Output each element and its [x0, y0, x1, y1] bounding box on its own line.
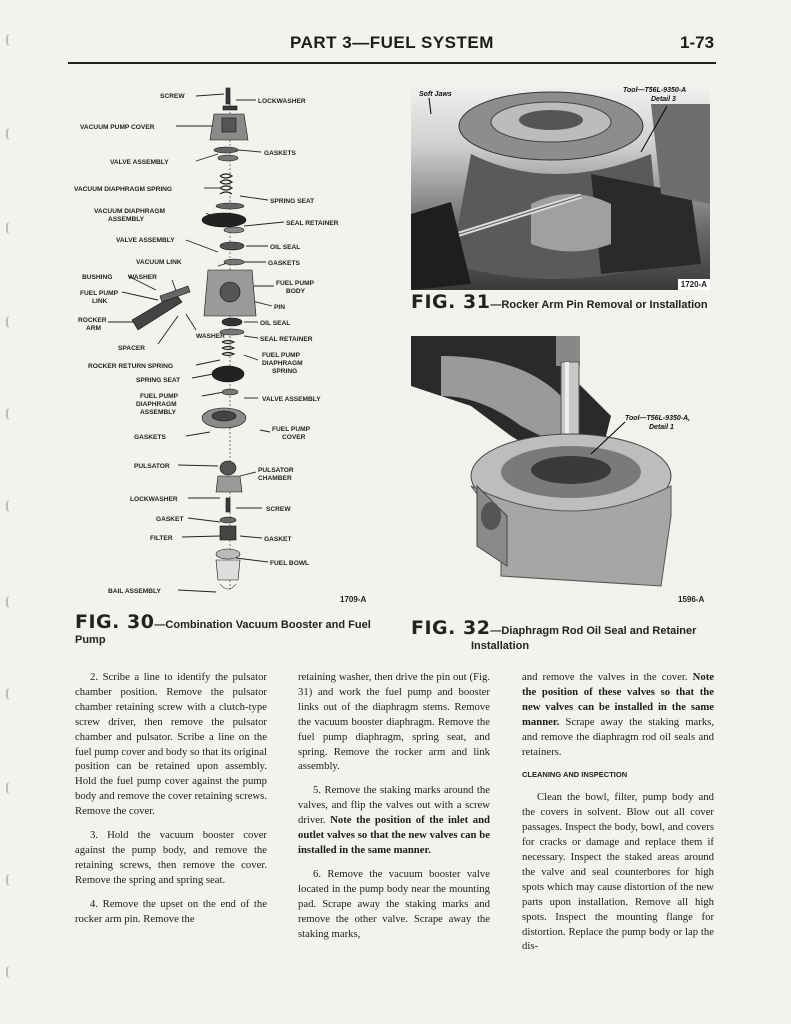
- fig32-caption: [411, 617, 721, 653]
- lbl-pulsator-chamber-1: PULSATOR: [258, 467, 294, 474]
- fig30-caption-text: —Combination Vacuum Booster and Fuel Pump: [75, 619, 371, 646]
- binding-mark: [6, 34, 14, 46]
- lbl-spring-seat-2: SPRING SEAT: [136, 377, 181, 384]
- lbl-gaskets-3: GASKETS: [134, 434, 166, 441]
- lbl-spacer: SPACER: [118, 345, 145, 352]
- body-column-3: [522, 670, 714, 963]
- lbl-oil-seal-2: OIL SEAL: [260, 320, 291, 327]
- lbl-vacuum-diaphragm-spring: VACUUM DIAPHRAGM SPRING: [74, 186, 173, 193]
- fig32-label-tool-1: Tool—T56L-9350-A,: [625, 415, 691, 422]
- lbl-valve-assembly-2: VALVE ASSEMBLY: [116, 237, 175, 244]
- header-rule: [68, 62, 716, 64]
- lbl-fp-diaphragm-spring-1: FUEL PUMP: [262, 352, 300, 359]
- lbl-gasket-1: GASKET: [156, 516, 184, 523]
- lbl-lockwasher-bottom: LOCKWASHER: [130, 496, 178, 503]
- lbl-fuel-bowl: FUEL BOWL: [270, 560, 310, 567]
- fig30-number: FIG. 30: [75, 611, 155, 633]
- col3-note: Note the position of these valves so that the new valves can be installed in the same manner.: [522, 671, 715, 728]
- lbl-fuel-pump-body-1: FUEL PUMP: [276, 280, 314, 287]
- fig32-caption-text-1: —Diaphragm Rod Oil Seal and Retainer: [490, 625, 697, 637]
- lbl-oil-seal-1: OIL SEAL: [270, 244, 301, 251]
- lbl-pulsator: PULSATOR: [134, 463, 170, 470]
- step-5-text: 5. Remove the staking marks around the valves, and flip the valves out with a screw driver.: [298, 784, 490, 827]
- lbl-pulsator-chamber-2: CHAMBER: [258, 475, 292, 482]
- fig31-photo: [411, 84, 710, 290]
- fig30-caption: [75, 611, 375, 647]
- binding-mark: [6, 316, 14, 328]
- lbl-rocker-arm-2: ARM: [86, 325, 102, 332]
- lbl-rocker-return-spring: ROCKER RETURN SPRING: [88, 363, 173, 370]
- fig31-code: 1720-A: [678, 279, 710, 290]
- binding-mark: [6, 128, 14, 140]
- fig31-caption-text: —Rocker Arm Pin Removal or Installation: [490, 299, 708, 311]
- lbl-fp-diaphragm-2: DIAPHRAGM: [136, 401, 177, 408]
- lbl-fp-diaphragm-1: FUEL PUMP: [140, 393, 178, 400]
- lbl-screw-top: SCREW: [160, 93, 185, 100]
- lbl-vacuum-link: VACUUM LINK: [136, 259, 182, 266]
- lbl-washer-1: WASHER: [128, 274, 157, 281]
- col3-text-a: and remove the valves in the cover.: [522, 671, 688, 683]
- lbl-pin: PIN: [274, 304, 285, 311]
- paragraph-step-3: 3. Hold the vacuum booster cover against the pump body, and remove the retaining screws, then remove the cover. Remove the spring and spring seat.: [75, 829, 267, 886]
- page-number: 1-73: [680, 33, 715, 52]
- body-column-2: [298, 670, 490, 950]
- lbl-screw-bottom: SCREW: [266, 506, 291, 513]
- binding-mark: [6, 688, 14, 700]
- paragraph-cleaning: Clean the bowl, filter, pump body and the covers in solvent. Blow out all cover passages. Inspect the body, bowl, and covers for cracks or damage and replace them if necessary. Inspect the staked areas around the valve and seal counterbores for high spots which may cause distortion of the new parts upon installation. Remove all high spots. Inspect the mounting flange for distortion. Replace the pump body or lap the dis-: [522, 791, 714, 953]
- lbl-bail-assembly: BAIL ASSEMBLY: [108, 588, 161, 595]
- lbl-gasket-2: GASKET: [264, 536, 292, 543]
- binding-mark: [6, 500, 14, 512]
- lbl-fp-diaphragm-spring-2: DIAPHRAGM: [262, 360, 303, 367]
- lbl-vacuum-pump-cover: VACUUM PUMP COVER: [80, 124, 155, 131]
- lbl-assembly-1: ASSEMBLY: [108, 216, 145, 223]
- fig31-caption: [411, 291, 721, 313]
- step-5-note: Note the position of the inlet and outlet valves so that the new valves can be installed in the same manner.: [298, 814, 490, 856]
- lbl-fuel-pump-link-2: LINK: [92, 298, 108, 305]
- fig30-exploded-diagram: [68, 80, 398, 610]
- binding-mark: [6, 408, 14, 420]
- paragraph-step-2: 2. Scribe a line to identify the pulsator chamber position. Remove the pulsator chamber retaining screw with a clutch-type screw driver, then remove the pulsator chamber and pulsator. Scribe a line on the fuel pump cover and body so that its original position can be retained upon assembly. Hold the fuel pump cover against the pump body and remove the cover retaining screws. Remove the cover.: [75, 671, 267, 818]
- lbl-fp-diaphragm-3: ASSEMBLY: [140, 409, 177, 416]
- paragraph-step-4: 4. Remove the upset on the end of the rocker arm pin. Remove the: [75, 897, 267, 925]
- fig32-label-tool-2: Detail 1: [649, 424, 674, 431]
- binding-mark: [6, 782, 14, 794]
- fig31-label-tool-2: Detail 3: [651, 96, 676, 103]
- fig32-photo-illustration: [411, 336, 711, 602]
- lbl-bushing: BUSHING: [82, 274, 113, 281]
- binding-mark: [6, 874, 14, 886]
- section-heading-cleaning: CLEANING AND INSPECTION: [522, 770, 628, 780]
- fig31-photo-illustration: [411, 84, 710, 290]
- lbl-gaskets-2: GASKETS: [268, 260, 300, 267]
- binding-mark: [6, 596, 14, 608]
- lbl-vacuum-diaphragm-1: VACUUM DIAPHRAGM: [94, 208, 165, 215]
- lbl-gaskets-1: GASKETS: [264, 150, 296, 157]
- lbl-fuel-pump-link-1: FUEL PUMP: [80, 290, 118, 297]
- lbl-washer-2: WASHER: [196, 333, 225, 340]
- lbl-lockwasher-top: LOCKWASHER: [258, 98, 306, 105]
- fig32-photo: [411, 336, 711, 602]
- lbl-fp-cover-1: FUEL PUMP: [272, 426, 310, 433]
- lbl-fp-diaphragm-spring-3: SPRING: [272, 368, 298, 375]
- binding-mark: [6, 222, 14, 234]
- fig31-number: FIG. 31: [411, 291, 491, 313]
- lbl-rocker-arm-1: ROCKER: [78, 317, 107, 324]
- page-header-title: PART 3—FUEL SYSTEM: [290, 33, 494, 52]
- lbl-fuel-pump-body-2: BODY: [286, 288, 306, 295]
- paragraph-step-6: 6. Remove the vacuum booster valve located in the pump body near the mounting pad. Scrape away the staking marks and remove the other valve. Scrape away the staking marks,: [298, 867, 490, 940]
- fig32-code: 1596-A: [678, 595, 705, 604]
- col3-text-c: Scrape away the staking marks, and remove the diaphragm rod oil seals and retainers.: [522, 715, 714, 758]
- lbl-fp-cover-2: COVER: [282, 434, 306, 441]
- paragraph-continued: retaining washer, then drive the pin out (Fig. 31) and work the fuel pump and booster links out of the diaphragm stems. Remove the vacuum booster diaphragm. Remove the fuel pump diaphragm, spring seat, and spring. Remove the rocker arm and link assembly.: [298, 671, 490, 773]
- binding-mark: [6, 966, 14, 978]
- paragraph-continued-2: [522, 670, 714, 759]
- lbl-valve-assembly-3: VALVE ASSEMBLY: [262, 396, 321, 403]
- fig32-number: FIG. 32: [411, 617, 491, 639]
- lbl-filter: FILTER: [150, 535, 173, 542]
- paragraph-step-5: [298, 783, 490, 858]
- fig30-code: 1709-A: [340, 595, 367, 604]
- fig31-label-tool-1: Tool—T56L-9350-A: [623, 87, 687, 94]
- fig31-label-soft-jaws: Soft Jaws: [419, 91, 452, 98]
- lbl-seal-retainer-2: SEAL RETAINER: [260, 336, 313, 343]
- lbl-seal-retainer-1: SEAL RETAINER: [286, 220, 339, 227]
- body-column-1: [75, 670, 267, 936]
- fig32-caption-text-2: Installation: [471, 640, 530, 652]
- lbl-spring-seat-1: SPRING SEAT: [270, 198, 315, 205]
- lbl-valve-assembly-1: VALVE ASSEMBLY: [110, 159, 169, 166]
